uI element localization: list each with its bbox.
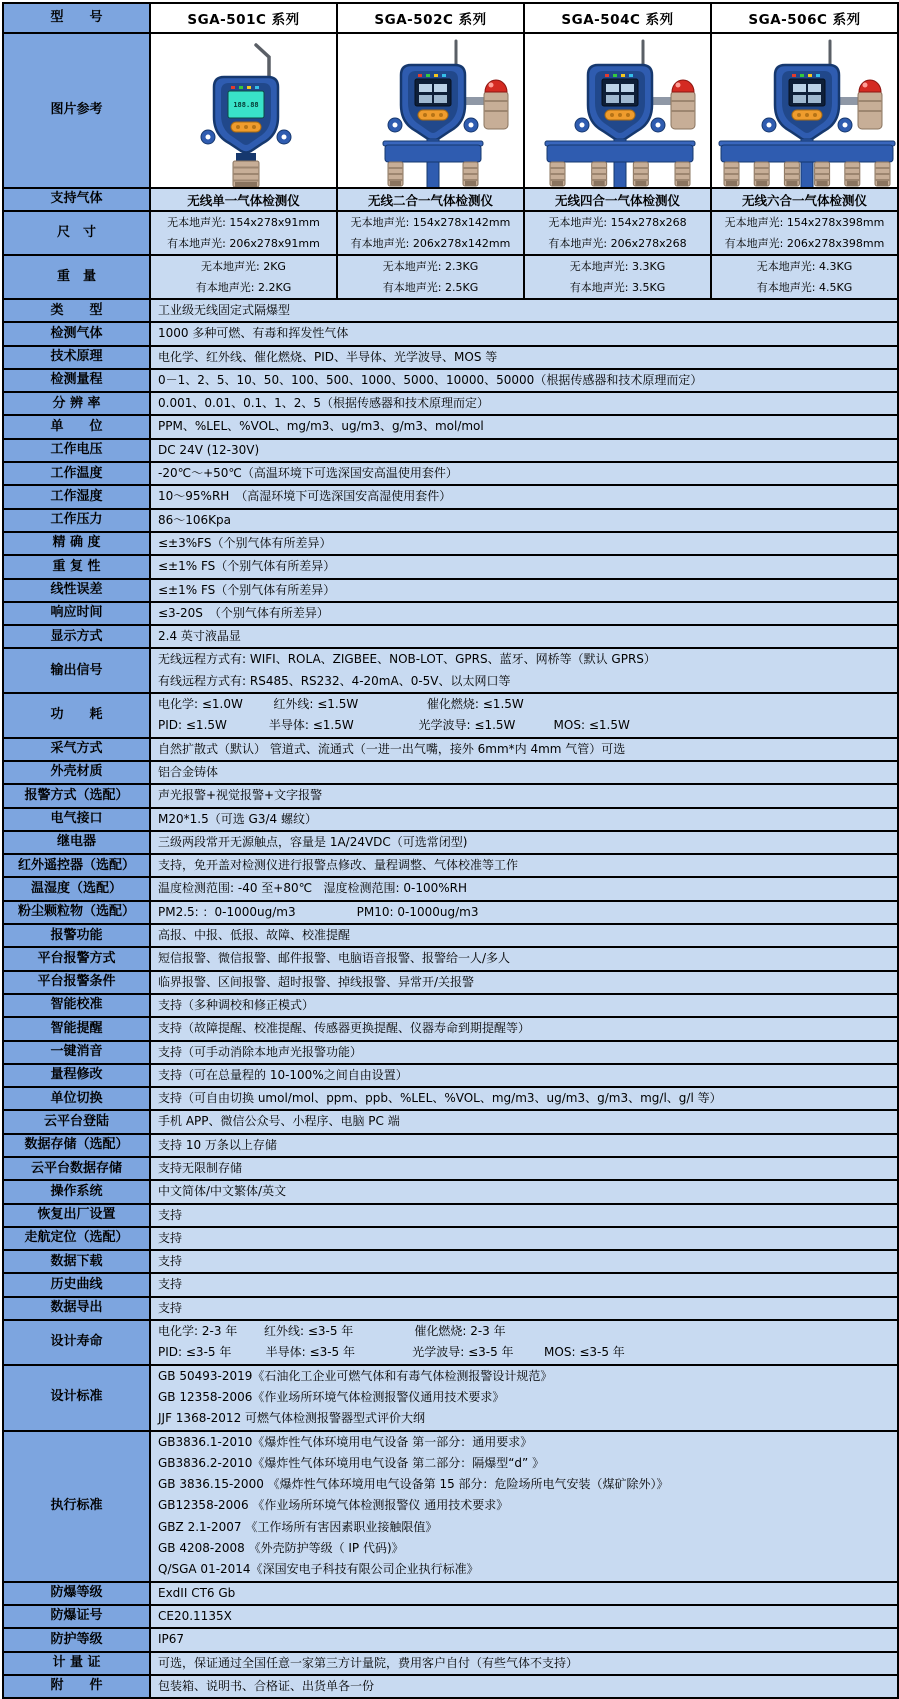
spec-value [150, 1431, 898, 1582]
spec-line: ≤±1% FS（个别气体有所差异） [158, 582, 336, 597]
row-label: 类 型 [3, 299, 150, 322]
spec-value [150, 1582, 898, 1605]
dimension-line: 有本地声光: 206x278x91mm [167, 237, 320, 250]
spec-line: 电化学、红外线、催化燃烧、PID、半导体、光学波导、MOS 等 [158, 349, 498, 364]
spec-value [150, 761, 898, 784]
dimension-cell [711, 211, 898, 255]
dimension-line: 有本地声光: 206x278x398mm [724, 237, 885, 250]
spec-line: PPM、%LEL、%VOL、mg/m3、ug/m3、g/m3、mol/mol [158, 419, 484, 434]
row-label: 单 位 [3, 415, 150, 438]
spec-line: ≤3-20S （个别气体有所差异） [158, 605, 329, 620]
spec-line: 支持（可手动消除本地声光报警功能） [158, 1044, 363, 1059]
gas-detector-dual-icon [338, 35, 524, 187]
weight-line: 无本地声光: 2.3KG [382, 260, 479, 273]
spec-value [150, 532, 898, 555]
supported-gas-value: 无线四合一气体检测仪 [524, 188, 711, 211]
spec-line: IP67 [158, 1632, 185, 1647]
row-label: 云平台数据存储 [3, 1157, 150, 1180]
row-label: 单位切换 [3, 1087, 150, 1110]
spec-value [150, 1087, 898, 1110]
spec-line: 支持 [158, 1277, 183, 1292]
row-label: 工作压力 [3, 509, 150, 532]
row-label: 一键消音 [3, 1041, 150, 1064]
spec-line: 支持 [158, 1254, 183, 1269]
dimension-line: 无本地声光: 154x278x142mm [350, 216, 511, 229]
row-label: 温湿度（选配） [3, 877, 150, 900]
spec-line: 支持无限制存储 [158, 1160, 243, 1175]
spec-line: 铝合金铸体 [158, 764, 219, 779]
spec-line: 包装箱、说明书、合格证、出货单各一份 [158, 1678, 375, 1693]
row-label: 显示方式 [3, 625, 150, 648]
row-label-image: 图片参考 [3, 33, 150, 188]
product-image-sga-506c [711, 33, 898, 188]
spec-line: 0－1、2、5、10、50、100、500、1000、5000、10000、50000（根据传感器和技术原理而定） [158, 372, 703, 387]
spec-value [150, 648, 898, 693]
spec-value [150, 1628, 898, 1651]
weight-line: 有本地声光: 4.5KG [756, 281, 853, 294]
spec-value [150, 808, 898, 831]
spec-value [150, 462, 898, 485]
spec-value [150, 924, 898, 947]
spec-value [150, 854, 898, 877]
spec-value [150, 1041, 898, 1064]
spec-value [150, 1250, 898, 1273]
spec-line: 短信报警、微信报警、邮件报警、电脑语音报警、报警给一人/多人 [158, 951, 511, 966]
spec-line: ExdII CT6 Gb [158, 1585, 236, 1600]
spec-value [150, 1204, 898, 1227]
dimension-cell [150, 211, 337, 255]
row-label: 设计标准 [3, 1365, 150, 1431]
spec-line: 电化学: ≤1.0W 红外线: ≤1.5W 催化燃烧: ≤1.5W [158, 697, 524, 712]
spec-value [150, 1675, 898, 1698]
spec-line: 支持 [158, 1207, 183, 1222]
row-label: 操作系统 [3, 1180, 150, 1203]
spec-line: 支持（可在总量程的 10-100%之间自由设置） [158, 1067, 408, 1082]
spec-value [150, 1652, 898, 1675]
spec-line: GB3836.2-2010《爆炸性气体环境用电气设备 第二部分：隔爆型“d” 》 [158, 1455, 545, 1470]
spec-line: 高报、中报、低报、故障、校准提醒 [158, 928, 351, 943]
spec-line: 自然扩散式（默认） 管道式、流通式（一进一出气嘴，接外 6mm*内 4mm 气管）可选 [158, 741, 626, 756]
spec-value [150, 831, 898, 854]
spec-value [150, 738, 898, 761]
spec-line: 有线远程方式有: RS485、RS232、4-20mA、0-5V、以太网口等 [158, 673, 511, 688]
spec-line: DC 24V (12-30V) [158, 442, 260, 457]
weight-line: 有本地声光: 2.2KG [195, 281, 292, 294]
supported-gas-value: 无线六合一气体检测仪 [711, 188, 898, 211]
row-label: 数据存储（选配） [3, 1134, 150, 1157]
spec-line: 10～95%RH （高湿环境下可选深国安高湿使用套件） [158, 489, 452, 504]
row-label: 工作温度 [3, 462, 150, 485]
weight-cell [711, 255, 898, 299]
row-label: 报警方式（选配） [3, 784, 150, 807]
row-label: 历史曲线 [3, 1273, 150, 1296]
spec-value [150, 1180, 898, 1203]
model-header: SGA-504C 系列 [524, 3, 711, 33]
weight-line: 无本地声光: 3.3KG [569, 260, 666, 273]
row-label: 线性误差 [3, 579, 150, 602]
spec-value [150, 947, 898, 970]
spec-line: PID: ≤3-5 年 半导体: ≤3-5 年 光学波导: ≤3-5 年 MOS: ≤3-5 年 [158, 1345, 625, 1360]
row-label-gas: 支持气体 [3, 188, 150, 211]
spec-line: ≤±3%FS（个别气体有所差异） [158, 535, 332, 550]
spec-line: 中文简体/中文繁体/英文 [158, 1184, 287, 1199]
row-label: 电气接口 [3, 808, 150, 831]
spec-line: PM2.5: ：0-1000ug/m3 PM10: 0-1000ug/m3 [158, 904, 479, 919]
spec-line: 支持（可自由切换 umol/mol、ppm、ppb、%LEL、%VOL、mg/m3、ug/m3、g/m3、mg/l、g/l 等） [158, 1091, 722, 1106]
spec-line: JJF 1368-2012 可燃气体检测报警器型式评价大纲 [158, 1411, 426, 1426]
spec-line: 工业级无线固定式隔爆型 [158, 303, 291, 317]
spec-value [150, 1320, 898, 1365]
spec-line: 三级两段常开无源触点，容量是 1A/24VDC（可选常闭型) [158, 834, 468, 849]
spec-line: M20*1.5（可选 G3/4 螺纹） [158, 811, 317, 826]
row-label: 响应时间 [3, 602, 150, 625]
spec-line: 1000 多种可燃、有毒和挥发性气体 [158, 326, 349, 341]
spec-value [150, 1297, 898, 1320]
row-label: 恢复出厂设置 [3, 1204, 150, 1227]
spec-value [150, 299, 898, 322]
spec-line: GB12358-2006 《作业场所环境气体检测报警仪 通用技术要求》 [158, 1498, 509, 1513]
row-label: 计 量 证 [3, 1652, 150, 1675]
weight-cell [150, 255, 337, 299]
spec-line: CE20.1135X [158, 1608, 232, 1623]
model-header: SGA-502C 系列 [337, 3, 524, 33]
spec-line: Q/SGA 01-2014《深国安电子科技有限公司企业执行标准》 [158, 1562, 479, 1577]
spec-value [150, 1157, 898, 1180]
spec-line: 温度检测范围: -40 至+80℃ 湿度检测范围: 0-100%RH [158, 881, 468, 896]
product-image-sga-501c [150, 33, 337, 188]
dimension-cell [337, 211, 524, 255]
spec-line: 支持 10 万条以上存储 [158, 1137, 277, 1152]
row-label: 防爆等级 [3, 1582, 150, 1605]
spec-value [150, 1605, 898, 1628]
dimension-line: 无本地声光: 154x278x91mm [167, 216, 320, 229]
model-header: SGA-501C 系列 [150, 3, 337, 33]
weight-line: 有本地声光: 3.5KG [569, 281, 666, 294]
row-label: 数据导出 [3, 1297, 150, 1320]
spec-line: 可选，保证通过全国任意一家第三方计量院，费用客户自付（有些气体不支持） [158, 1655, 579, 1670]
row-label: 量程修改 [3, 1064, 150, 1087]
row-label: 智能提醒 [3, 1017, 150, 1040]
spec-value [150, 971, 898, 994]
row-label: 数据下载 [3, 1250, 150, 1273]
gas-detector-quad-icon [525, 35, 711, 187]
gas-detector-hex-icon [712, 35, 898, 187]
row-label: 粉尘颗粒物（选配） [3, 901, 150, 924]
spec-line: 86～106Kpa [158, 512, 232, 527]
spec-value [150, 1064, 898, 1087]
dimension-line: 无本地声光: 154x278x398mm [724, 216, 885, 229]
weight-cell [337, 255, 524, 299]
spec-value [150, 322, 898, 345]
spec-line: 支持 [158, 1230, 183, 1245]
row-label: 附 件 [3, 1675, 150, 1698]
spec-value [150, 1110, 898, 1133]
row-label: 输出信号 [3, 648, 150, 693]
spec-value [150, 346, 898, 369]
spec-line: GB 3836.15-2000 《爆炸性气体环境用电气设备第 15 部分：危险场所电气安装（煤矿除外）》 [158, 1477, 669, 1492]
row-label: 检测气体 [3, 322, 150, 345]
spec-value [150, 392, 898, 415]
row-label: 工作湿度 [3, 485, 150, 508]
row-label: 报警功能 [3, 924, 150, 947]
spec-line: 支持（故障提醒、校准提醒、传感器更换提醒、仪器寿命到期提醒等） [158, 1021, 531, 1036]
row-label: 采气方式 [3, 738, 150, 761]
spec-value [150, 625, 898, 648]
weight-line: 无本地声光: 2KG [201, 260, 286, 273]
weight-cell [524, 255, 711, 299]
dimension-line: 有本地声光: 206x278x142mm [350, 237, 511, 250]
spec-line: 0.001、0.01、0.1、1、2、5（根据传感器和技术原理而定） [158, 396, 490, 411]
spec-line: GB 12358-2006《作业场所环境气体检测报警仪通用技术要求》 [158, 1389, 505, 1404]
weight-line: 有本地声光: 2.5KG [382, 281, 479, 294]
row-label: 重 复 性 [3, 555, 150, 578]
row-label: 功 耗 [3, 693, 150, 738]
row-label-weight: 重 量 [3, 255, 150, 299]
spec-line: GB 50493-2019《石油化工企业可燃气体和有毒气体检测报警设计规范》 [158, 1368, 553, 1383]
svg-text:188.88: 188.88 [233, 100, 259, 109]
row-label: 外壳材质 [3, 761, 150, 784]
row-label: 红外遥控器（选配） [3, 854, 150, 877]
row-label: 走航定位（选配） [3, 1227, 150, 1250]
spec-value [150, 439, 898, 462]
row-label: 技术原理 [3, 346, 150, 369]
spec-line: 支持（多种调校和修正模式） [158, 997, 315, 1012]
row-label: 检测量程 [3, 369, 150, 392]
spec-value [150, 784, 898, 807]
spec-value [150, 1273, 898, 1296]
spec-value [150, 1017, 898, 1040]
row-label: 防护等级 [3, 1628, 150, 1651]
spec-value [150, 369, 898, 392]
spec-value [150, 1365, 898, 1431]
spec-line: 临界报警、区间报警、超时报警、掉线报警、异常开/关报警 [158, 974, 475, 989]
dimension-line: 无本地声光: 154x278x268 [548, 216, 687, 229]
spec-value [150, 555, 898, 578]
supported-gas-value: 无线二合一气体检测仪 [337, 188, 524, 211]
model-header: SGA-506C 系列 [711, 3, 898, 33]
row-label: 精 确 度 [3, 532, 150, 555]
spec-line: PID: ≤1.5W 半导体: ≤1.5W 光学波导: ≤1.5W MOS: ≤1.5W [158, 718, 630, 733]
spec-line: GBZ 2.1-2007 《工作场所有害因素职业接触限值》 [158, 1519, 438, 1534]
row-label: 分 辨 率 [3, 392, 150, 415]
spec-value [150, 485, 898, 508]
spec-line: -20℃～+50℃（高温环境下可选深国安高温使用套件） [158, 466, 458, 481]
row-label: 防爆证号 [3, 1605, 150, 1628]
row-label: 设计寿命 [3, 1320, 150, 1365]
spec-value [150, 1227, 898, 1250]
spec-line: 电化学: 2-3 年 红外线: ≤3-5 年 催化燃烧: 2-3 年 [158, 1324, 506, 1339]
gas-detector-single-icon [151, 35, 337, 187]
row-label: 平台报警条件 [3, 971, 150, 994]
spec-value [150, 877, 898, 900]
weight-line: 无本地声光: 4.3KG [756, 260, 853, 273]
row-label: 平台报警方式 [3, 947, 150, 970]
spec-value [150, 901, 898, 924]
spec-line: ≤±1% FS（个别气体有所差异） [158, 559, 336, 574]
row-label: 智能校准 [3, 994, 150, 1017]
spec-line: 支持 [158, 1300, 183, 1315]
dimension-line: 有本地声光: 206x278x268 [548, 237, 687, 250]
spec-line: 无线远程方式有: WIFI、ROLA、ZIGBEE、NOB-LOT、GPRS、蓝牙、网桥等（默认 GPRS） [158, 652, 656, 667]
spec-line: 2.4 英寸液晶显 [158, 629, 241, 644]
row-label: 执行标准 [3, 1431, 150, 1582]
row-label-model: 型 号 [3, 3, 150, 33]
spec-line: GB3836.1-2010《爆炸性气体环境用电气设备 第一部分：通用要求》 [158, 1434, 533, 1449]
spec-value [150, 994, 898, 1017]
spec-value [150, 693, 898, 738]
spec-value [150, 602, 898, 625]
spec-table [2, 2, 899, 1699]
row-label: 继电器 [3, 831, 150, 854]
row-label: 云平台登陆 [3, 1110, 150, 1133]
supported-gas-value: 无线单一气体检测仪 [150, 188, 337, 211]
spec-line: GB 4208-2008 《外壳防护等级（ IP 代码)》 [158, 1541, 404, 1556]
spec-line: 手机 APP、微信公众号、小程序、电脑 PC 端 [158, 1114, 400, 1129]
dimension-cell [524, 211, 711, 255]
spec-line: 声光报警+视觉报警+文字报警 [158, 788, 323, 803]
product-image-sga-504c [524, 33, 711, 188]
spec-value [150, 1134, 898, 1157]
spec-line: 支持，免开盖对检测仪进行报警点修改、量程调整、气体校准等工作 [158, 858, 519, 873]
spec-value [150, 579, 898, 602]
spec-value [150, 509, 898, 532]
product-image-sga-502c [337, 33, 524, 188]
row-label: 工作电压 [3, 439, 150, 462]
spec-value [150, 415, 898, 438]
row-label-dimension: 尺 寸 [3, 211, 150, 255]
